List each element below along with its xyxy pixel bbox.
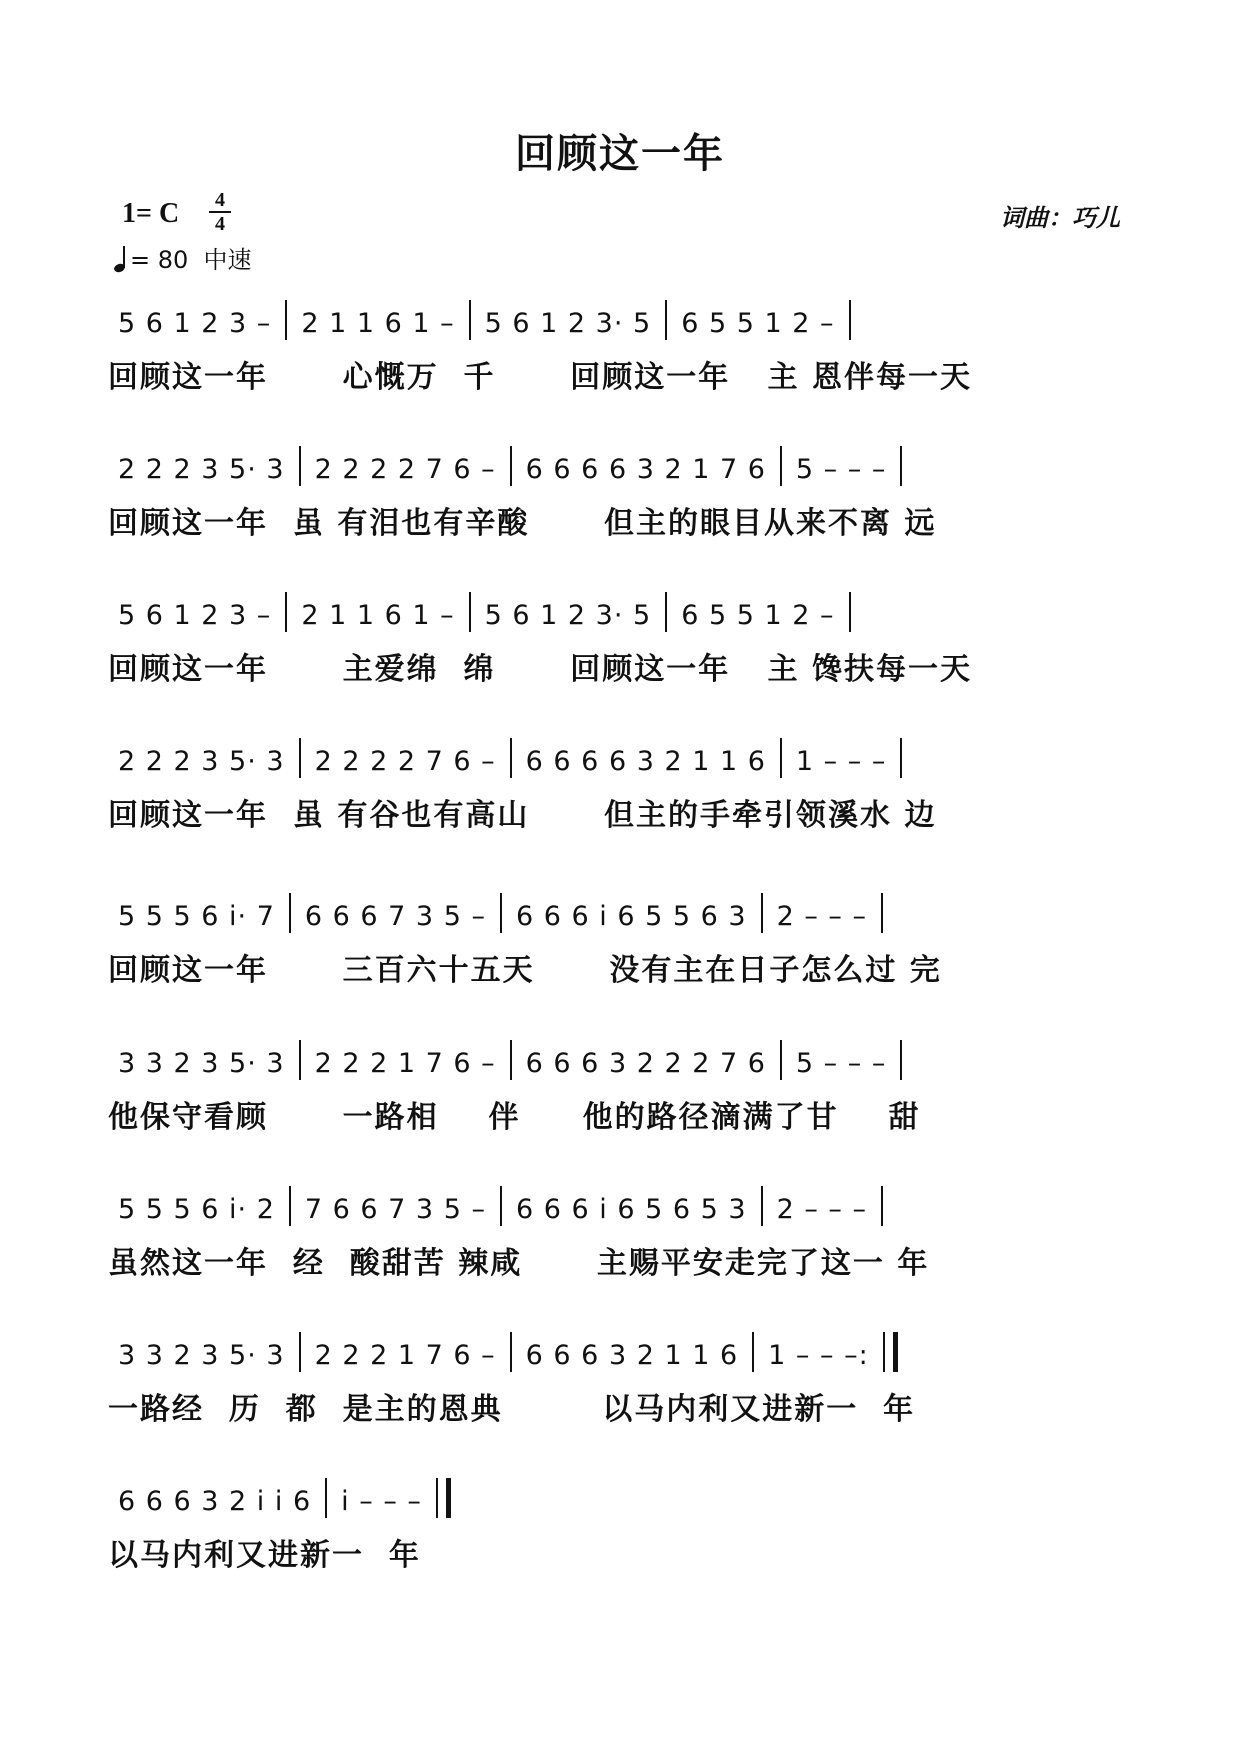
measure: 6 6 6 7 3 5 – <box>304 901 486 932</box>
measure: 2 1 1 6 1 – <box>301 600 455 631</box>
notes-line <box>118 1332 898 1371</box>
barline <box>510 1040 512 1080</box>
notes-line <box>118 1186 897 1225</box>
measure: 7 6 6 7 3 5 – <box>304 1194 486 1225</box>
measure: 6 6 6 6 3 2 1 1 6 <box>525 746 766 777</box>
barline <box>510 446 512 486</box>
barline <box>299 1332 301 1372</box>
notes-line <box>118 893 897 932</box>
measure: 6 5 5 1 2 – <box>681 600 835 631</box>
barline <box>469 592 471 632</box>
measure: 2 2 2 2 7 6 – <box>314 454 496 485</box>
measure: 6 6 6 3 2 2 2 7 6 <box>525 1048 766 1079</box>
song-title: 回顾这一年 <box>515 131 725 177</box>
measure: 1 – – – <box>795 746 887 777</box>
barline <box>881 893 883 933</box>
barline <box>780 738 782 778</box>
time-signature <box>209 190 231 234</box>
barline <box>780 446 782 486</box>
lyrics-line: 回顾这一年 虽 有谷也有高山 但主的手牵引领溪水 边 <box>108 798 937 833</box>
measure: 5 – – – <box>795 1048 887 1079</box>
barline <box>285 592 287 632</box>
barline <box>761 893 763 933</box>
measure: 5 6 1 2 3· 5 <box>484 600 652 631</box>
barline <box>849 300 851 340</box>
measure: i – – – <box>341 1486 422 1517</box>
measure: 5 5 5 6 i· 2 <box>118 1194 275 1225</box>
measure: 6 5 5 1 2 – <box>681 308 835 339</box>
notes-line <box>118 446 916 485</box>
lyrics-line: 以马内利又进新一 年 <box>108 1538 421 1573</box>
time-signature-top: 4 <box>215 189 225 211</box>
notes-line <box>118 592 865 631</box>
final-barline <box>446 1478 451 1518</box>
credit-line: 词曲：巧儿 <box>1000 203 1120 232</box>
notes-line <box>118 1040 916 1079</box>
lyrics-line: 一路经 历 都 是主的恩典 以马内利又进新一 年 <box>108 1392 916 1427</box>
barline <box>752 1332 754 1372</box>
measure: 2 2 2 1 7 6 – <box>314 1048 496 1079</box>
measure: 1 – – –: <box>768 1340 869 1371</box>
notes-line <box>118 738 916 777</box>
barline <box>883 1332 885 1372</box>
key-signature: 1= C <box>122 198 180 229</box>
measure: 5 – – – <box>795 454 887 485</box>
measure: 2 1 1 6 1 – <box>301 308 455 339</box>
barline <box>500 1186 502 1226</box>
lyrics-line: 虽然这一年 经 酸甜苦 辣咸 主赐平安走完了这一 年 <box>108 1246 930 1281</box>
barline <box>665 300 667 340</box>
barline <box>299 1040 301 1080</box>
measure: 2 2 2 3 5· 3 <box>118 746 285 777</box>
notes-line <box>118 1478 451 1517</box>
measure: 2 2 2 2 7 6 – <box>314 746 496 777</box>
measure: 3 3 2 3 5· 3 <box>118 1048 285 1079</box>
measure: 6 6 6 3 2 1 1 6 <box>525 1340 739 1371</box>
barline <box>325 1478 327 1518</box>
measure: 2 2 2 1 7 6 – <box>314 1340 496 1371</box>
tempo-label: 中速 <box>203 246 252 274</box>
measure: 6 6 6 i 6 5 5 6 3 <box>515 901 747 932</box>
barline <box>469 300 471 340</box>
barline <box>761 1186 763 1226</box>
barline <box>780 1040 782 1080</box>
barline <box>510 738 512 778</box>
lyrics-line: 回顾这一年 主爱绵 绵 回顾这一年 主 馋扶每一天 <box>108 652 972 687</box>
barline <box>500 893 502 933</box>
lyrics-line: 他保守看顾 一路相 伴 他的路径滴满了甘 甜 <box>108 1100 921 1135</box>
barline <box>900 446 902 486</box>
repeat-barline <box>893 1332 898 1372</box>
barline <box>900 738 902 778</box>
measure: 6 6 6 3 2 i i 6 <box>118 1486 312 1517</box>
measure: 6 6 6 6 3 2 1 7 6 <box>525 454 766 485</box>
measure: 2 – – – <box>776 901 867 932</box>
measure: 3 3 2 3 5· 3 <box>118 1340 285 1371</box>
measure: 5 6 1 2 3 – <box>118 600 272 631</box>
barline <box>881 1186 883 1226</box>
barline <box>285 300 287 340</box>
barline <box>665 592 667 632</box>
barline <box>289 893 291 933</box>
barline <box>299 738 301 778</box>
measure: 6 6 6 i 6 5 6 5 3 <box>515 1194 747 1225</box>
barline <box>900 1040 902 1080</box>
tempo-marking <box>114 240 252 275</box>
tempo-value: = 80 <box>130 246 189 274</box>
time-signature-bottom: 4 <box>215 213 225 235</box>
barline <box>849 592 851 632</box>
lyrics-line: 回顾这一年 虽 有泪也有辛酸 但主的眼目从来不离 远 <box>108 506 937 541</box>
quarter-note-icon <box>114 246 126 272</box>
barline <box>289 1186 291 1226</box>
lyrics-line: 回顾这一年 心慨万 千 回顾这一年 主 恩伴每一天 <box>108 360 972 395</box>
barline <box>436 1478 438 1518</box>
measure: 5 5 5 6 i· 7 <box>118 901 275 932</box>
notes-line <box>118 300 865 339</box>
barline <box>510 1332 512 1372</box>
lyrics-line: 回顾这一年 三百六十五天 没有主在日子怎么过 完 <box>108 953 942 988</box>
barline <box>299 446 301 486</box>
measure: 2 2 2 3 5· 3 <box>118 454 285 485</box>
measure: 5 6 1 2 3· 5 <box>484 308 652 339</box>
measure: 2 – – – <box>776 1194 867 1225</box>
measure: 5 6 1 2 3 – <box>118 308 272 339</box>
